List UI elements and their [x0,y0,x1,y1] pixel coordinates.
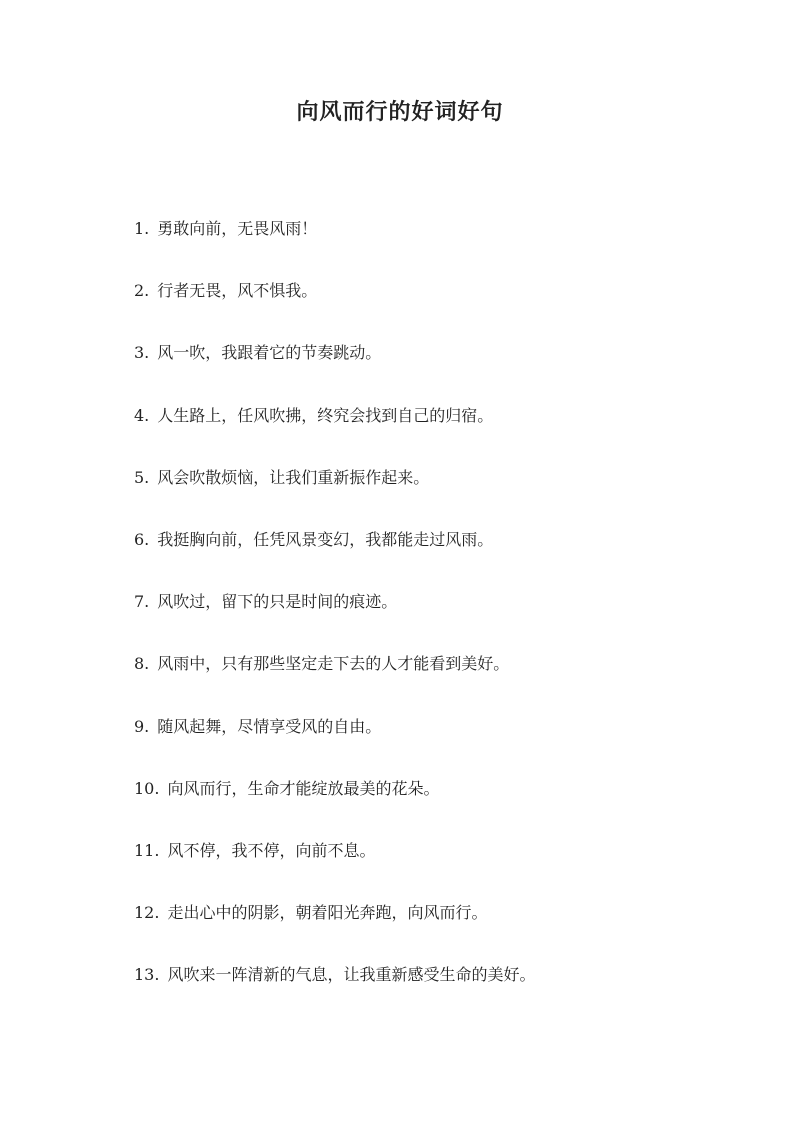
item-number: 8. [134,654,150,674]
item-text: 向风而行，生命才能绽放最美的花朵。 [167,778,440,798]
list-item [134,400,754,462]
item-number: 1. [134,219,150,238]
item-text: 风一吹，我跟着它的节奏跳动。 [157,343,382,363]
item-number: 6. [134,529,150,549]
item-text: 风雨中，只有那些坚定走下去的人才能看到美好。 [157,654,510,674]
item-number: 11. [134,840,160,860]
item-number: 7. [134,592,150,612]
item-text: 风吹来一阵清新的气息，让我重新感受生命的美好。 [167,965,536,985]
list-item [134,213,754,275]
phrase-list [134,213,754,1021]
item-text: 风不停，我不停，向前不息。 [167,840,376,860]
list-item [134,275,754,337]
item-number: 10. [134,778,160,798]
list-item [134,648,754,710]
item-number: 3. [134,343,150,363]
list-item [134,524,754,586]
item-text: 人生路上，任风吹拂，终究会找到自己的归宿。 [157,405,494,425]
item-text: 勇敢向前，无畏风雨！ [157,219,318,238]
list-item [134,462,754,524]
item-text: 风会吹散烦恼，让我们重新振作起来。 [157,467,430,487]
item-text: 走出心中的阴影，朝着阳光奔跑，向风而行。 [167,903,488,923]
list-item [134,773,754,835]
document-title: 向风而行的好词好句 [296,99,504,125]
item-text: 风吹过，留下的只是时间的痕迹。 [157,592,398,612]
item-number: 5. [134,467,150,487]
list-item [134,897,754,959]
item-number: 13. [134,965,160,985]
list-item [134,959,754,1021]
item-text: 我挺胸向前，任凭风景变幻，我都能走过风雨。 [157,529,494,549]
item-number: 12. [134,903,160,923]
item-text: 行者无畏，风不惧我。 [157,281,318,301]
item-number: 4. [134,405,150,425]
list-item [134,586,754,648]
item-number: 2. [134,281,150,301]
item-number: 9. [134,716,150,736]
list-item [134,711,754,773]
item-text: 随风起舞，尽情享受风的自由。 [157,716,382,736]
list-item [134,337,754,399]
list-item [134,835,754,897]
